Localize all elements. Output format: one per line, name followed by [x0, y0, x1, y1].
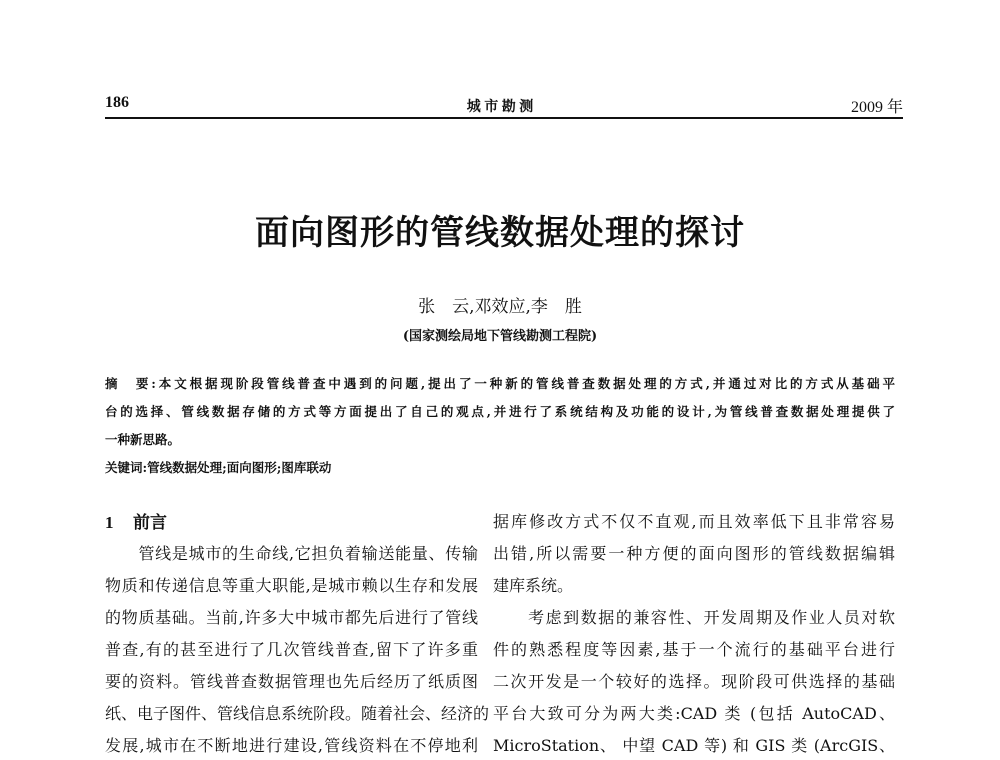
body-line: 二次开发是一个较好的选择。现阶段可供选择的基础 [493, 672, 895, 691]
body-line: 管线是城市的生命线,它担负着输送能量、传输 [105, 544, 478, 563]
body-line: 的物质基础。当前,许多大中城市都先后进行了管线 [105, 608, 478, 627]
body-line: 普查,有的甚至进行了几次管线普查,留下了许多重 [105, 640, 478, 659]
section-title: 前言 [133, 513, 167, 533]
body-line: MicroStation、 中望 CAD 等) 和 GIS 类 (ArcGIS、 [493, 736, 895, 755]
page-number: 186 [105, 94, 129, 111]
section-number: 1 [105, 513, 114, 532]
body-line: 建库系统。 [493, 576, 574, 595]
body-line: 考虑到数据的兼容性、开发周期及作业人员对软 [493, 608, 895, 627]
body-line: 件的熟悉程度等因素,基于一个流行的基础平台进行 [493, 640, 895, 659]
affiliation: (国家测绘局地下管线勘测工程院) [402, 329, 598, 344]
header-rule [105, 117, 903, 119]
header-year: 2009 年 [850, 99, 903, 116]
body-line: 出错,所以需要一种方便的面向图形的管线数据编辑 [493, 544, 895, 563]
abstract-line: 一种新思路。 [105, 432, 181, 447]
article-title: 面向图形的管线数据处理的探讨 [255, 213, 745, 253]
body-line: 要的资料。管线普查数据管理也先后经历了纸质图 [105, 672, 478, 691]
body-line: 平台大致可分为两大类:CAD 类 (包括 AutoCAD、 [493, 704, 895, 723]
keywords-label: 关键词: [105, 460, 148, 475]
section-heading [105, 508, 167, 533]
keywords-line [105, 458, 895, 476]
abstract-line: 台的选择、管线数据存储的方式等方面提出了自己的观点,并进行了系统结构及功能的设计,为管线普查数据处理提供了 [105, 404, 895, 419]
journal-name: 城 市 勘 测 [466, 100, 534, 115]
keywords-text: 管线数据处理;面向图形;图库联动 [147, 460, 332, 475]
abstract-text: 本文根据现阶段管线普查中遇到的问题,提出了一种新的管线普查数据处理的方式,并通过对比的方式从基础平 [155, 376, 895, 391]
abstract-line [105, 374, 895, 392]
body-line: 物质和传递信息等重大职能,是城市赖以生存和发展 [105, 576, 478, 595]
body-line: 发展,城市在不断地进行建设,管线资料在不停地利 [105, 736, 478, 755]
body-line: 纸、电子图件、管线信息系统阶段。随着社会、经济的 [105, 704, 490, 723]
body-line: 据库修改方式不仅不直观,而且效率低下且非常容易 [493, 512, 895, 531]
abstract-label: 摘 要: [105, 376, 156, 391]
authors: 张 云,邓效应,李 胜 [418, 297, 582, 317]
